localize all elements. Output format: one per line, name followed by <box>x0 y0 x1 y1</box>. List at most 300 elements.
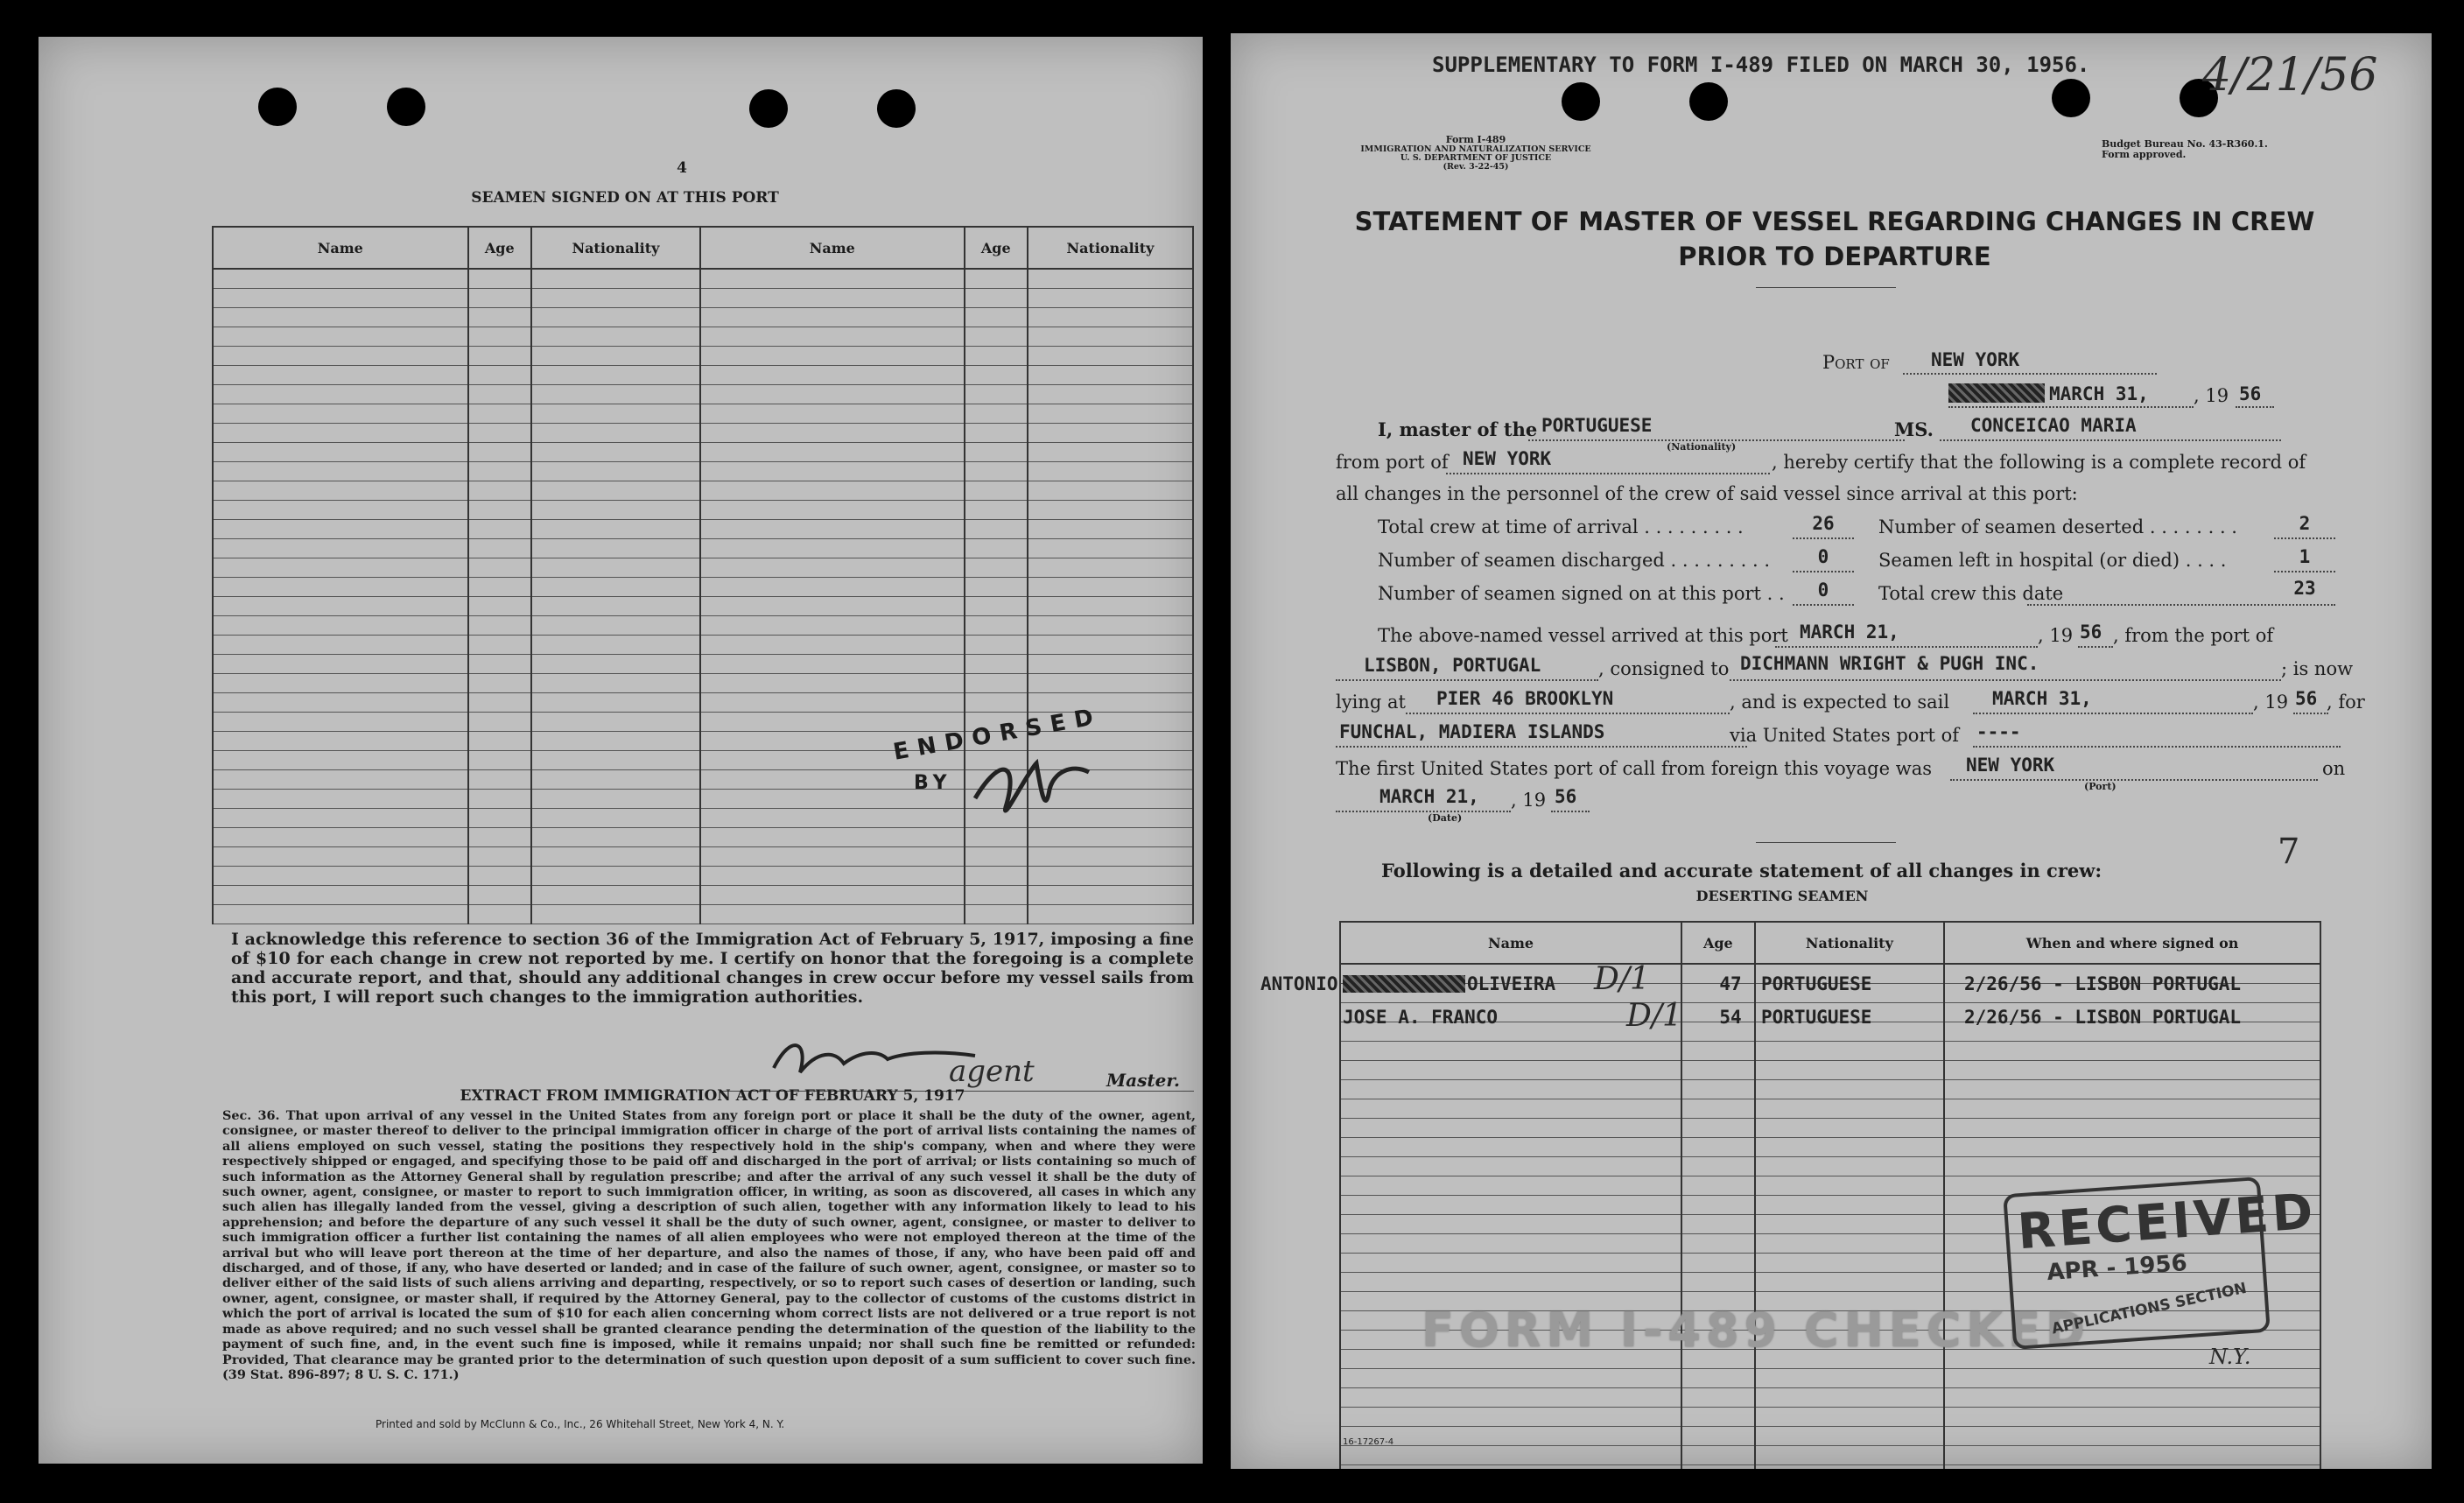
table-cell <box>965 655 1028 674</box>
table-cell <box>468 674 531 693</box>
table-row <box>213 905 1193 924</box>
table-cell <box>531 424 700 443</box>
table-row <box>1340 1369 2320 1388</box>
table-cell <box>213 867 468 886</box>
table-cell <box>531 501 700 520</box>
table-cell <box>1028 693 1193 713</box>
table-header-row <box>213 227 1193 269</box>
table-row <box>1340 1408 2320 1427</box>
table-cell <box>213 385 468 404</box>
table-cell <box>468 501 531 520</box>
table-cell <box>213 327 468 347</box>
footer-code: 16-17267-4 <box>1343 1437 1394 1447</box>
via-label: via United States port of <box>1730 725 1960 746</box>
table-row <box>213 578 1193 597</box>
table-cell <box>531 481 700 501</box>
table-cell <box>965 597 1028 616</box>
table-cell <box>468 713 531 732</box>
deserting-header-age: Age <box>1681 922 1754 964</box>
table-cell <box>213 366 468 385</box>
table-row <box>213 404 1193 424</box>
table-cell <box>531 886 700 905</box>
table-cell <box>1340 1157 1681 1176</box>
table-cell <box>1028 327 1193 347</box>
table-cell <box>1681 1080 1754 1099</box>
header-nationality: Nationality <box>531 227 700 269</box>
master-of-label: I, master of the <box>1378 418 1538 440</box>
table-cell <box>1755 1099 1945 1119</box>
table-cell <box>468 809 531 828</box>
table-cell <box>700 616 965 636</box>
table-cell <box>700 424 965 443</box>
redacted-date-prefix <box>1948 383 2045 403</box>
table-cell <box>1755 1215 1945 1234</box>
table-cell <box>213 828 468 847</box>
table-cell <box>213 501 468 520</box>
table-cell <box>1028 385 1193 404</box>
table-cell <box>1681 1465 1754 1470</box>
table-cell <box>965 424 1028 443</box>
table-cell <box>468 327 531 347</box>
table-cell <box>700 443 965 462</box>
stat-signed-on-label: Number of seamen signed on at this port . . <box>1378 583 1785 604</box>
table-cell <box>965 462 1028 481</box>
header-name: Name <box>700 227 965 269</box>
stat-total-crew-date-value: 23 <box>2293 578 2316 599</box>
stat-discharged-value: 0 <box>1817 546 1829 567</box>
port-of-value: NEW YORK <box>1931 349 2020 370</box>
deserter-mark: D/1 <box>1626 998 1682 1034</box>
all-changes-text: all changes in the personnel of the crew of said vessel since arrival at this port: <box>1336 483 2078 504</box>
table-row <box>1340 1119 2320 1138</box>
table-cell <box>468 655 531 674</box>
table-cell <box>1681 1119 1754 1138</box>
revision-date: (Rev. 3-22-45) <box>1443 162 1509 172</box>
arrived-value: MARCH 21, <box>1800 622 1899 643</box>
table-cell <box>531 462 700 481</box>
stat-total-crew-arrival-label: Total crew at time of arrival . . . . . . . . . <box>1378 516 1744 537</box>
table-cell <box>1944 1080 2320 1099</box>
table-cell <box>531 751 700 770</box>
date-caption: (Date) <box>1428 812 1463 824</box>
table-cell <box>468 308 531 327</box>
first-date-value: MARCH 21, <box>1379 786 1479 807</box>
sail-value: MARCH 31, <box>1992 688 2092 709</box>
table-cell <box>700 693 965 713</box>
table-cell <box>213 558 468 578</box>
stat-deserted-label: Number of seamen deserted . . . . . . . . <box>1878 516 2237 537</box>
table-cell <box>1681 1157 1754 1176</box>
stat-total-crew-date-label: Total crew this date <box>1878 583 2064 604</box>
table-cell <box>700 520 965 539</box>
table-cell <box>468 636 531 655</box>
deserter-mark: D/1 <box>1594 961 1650 997</box>
table-cell <box>531 539 700 558</box>
deserting-title: DESERTING SEAMEN <box>1695 888 1869 904</box>
divider-rule <box>1756 842 1896 843</box>
table-cell <box>1755 1042 1945 1061</box>
table-cell <box>1944 1042 2320 1061</box>
table-cell <box>213 770 468 790</box>
table-cell <box>1340 1234 1681 1254</box>
from-port-label: from port of <box>1336 452 1449 473</box>
table-cell <box>700 905 965 924</box>
table-cell <box>965 385 1028 404</box>
on-label: on <box>2322 758 2346 779</box>
table-cell <box>965 443 1028 462</box>
table-cell <box>468 693 531 713</box>
header-age: Age <box>965 227 1028 269</box>
table-cell <box>700 404 965 424</box>
table-cell <box>700 578 965 597</box>
table-cell <box>468 269 531 289</box>
table-cell <box>1755 1465 1945 1470</box>
table-cell <box>468 385 531 404</box>
punch-hole <box>749 89 788 128</box>
redacted-name <box>1343 975 1465 993</box>
lying-at-label: lying at <box>1336 692 1406 713</box>
table-cell <box>531 443 700 462</box>
table-cell <box>468 404 531 424</box>
table-row <box>1340 1138 2320 1157</box>
table-cell <box>531 385 700 404</box>
table-cell <box>468 520 531 539</box>
table-cell <box>1028 616 1193 636</box>
arrived-label: The above-named vessel arrived at this port <box>1378 625 1788 646</box>
port-caption: (Port) <box>2084 781 2117 792</box>
table-cell <box>213 308 468 327</box>
table-cell <box>965 867 1028 886</box>
endorsed-stamp: ENDORSED <box>891 703 1105 766</box>
table-cell <box>965 693 1028 713</box>
deserter-signed-on: 2/26/56 - LISBON PORTUGAL <box>1964 1007 2242 1028</box>
table-cell <box>1755 1080 1945 1099</box>
table-cell <box>1944 1446 2320 1465</box>
table-cell <box>468 289 531 308</box>
table-cell <box>965 269 1028 289</box>
stamp-initials: N.Y. <box>2209 1345 2251 1369</box>
table-cell <box>213 289 468 308</box>
table-cell <box>1681 1176 1754 1196</box>
via-value: ---- <box>1976 721 2021 742</box>
table-cell <box>1028 347 1193 366</box>
deserter-name: JOSE A. FRANCO <box>1343 1007 1499 1028</box>
table-cell <box>213 732 468 751</box>
table-cell <box>700 828 965 847</box>
consigned-value: DICHMANN WRIGHT & PUGH INC. <box>1740 653 2039 674</box>
table-cell <box>1340 1273 1681 1292</box>
table-cell <box>1681 1196 1754 1215</box>
deserting-header-row <box>1340 922 2320 964</box>
table-cell <box>700 886 965 905</box>
table-cell <box>531 655 700 674</box>
table-cell <box>531 269 700 289</box>
table-cell <box>1028 539 1193 558</box>
first-year: 56 <box>1555 786 1577 807</box>
table-cell <box>468 597 531 616</box>
table-cell <box>1028 366 1193 385</box>
table-cell <box>1340 1138 1681 1157</box>
table-cell <box>700 636 965 655</box>
nationality-caption: (Nationality) <box>1667 441 1737 453</box>
table-cell <box>1755 1176 1945 1196</box>
table-cell <box>700 713 965 732</box>
table-cell <box>965 481 1028 501</box>
table-cell <box>213 905 468 924</box>
table-cell <box>1681 1369 1754 1388</box>
table-cell <box>531 693 700 713</box>
table-cell <box>1028 424 1193 443</box>
endorsed-signature <box>966 737 1098 842</box>
table-cell <box>1944 1408 2320 1427</box>
table-cell <box>213 636 468 655</box>
table-cell <box>1028 501 1193 520</box>
table-cell <box>531 347 700 366</box>
certify-text: , hereby certify that the following is a complete record of <box>1772 452 2306 473</box>
table-row <box>213 597 1193 616</box>
table-cell <box>1755 1196 1945 1215</box>
table-row <box>213 308 1193 327</box>
table-cell <box>1755 1388 1945 1408</box>
table-cell <box>965 616 1028 636</box>
table-cell <box>1944 1099 2320 1119</box>
table-row <box>213 269 1193 289</box>
nationality-value: PORTUGUESE <box>1541 415 1653 436</box>
table-cell <box>468 770 531 790</box>
table-cell <box>213 693 468 713</box>
table-row <box>213 867 1193 886</box>
vessel-name: CONCEICAO MARIA <box>1970 415 2137 436</box>
expected-label: , and is expected to sail <box>1730 692 1950 713</box>
for-label: , for <box>2327 692 2365 713</box>
table-cell <box>468 847 531 867</box>
table-cell <box>1340 1465 1681 1470</box>
consigned-label: , consigned to <box>1598 658 1730 679</box>
table-cell <box>1028 481 1193 501</box>
table-row <box>213 616 1193 636</box>
table-cell <box>531 674 700 693</box>
table-cell <box>1681 1273 1754 1292</box>
table-cell <box>1340 1388 1681 1408</box>
is-now-text: ; is now <box>2281 658 2354 679</box>
punch-hole <box>387 88 425 126</box>
table-cell <box>468 828 531 847</box>
handwritten-date: 4/21/56 <box>2202 49 2378 102</box>
table-cell <box>531 616 700 636</box>
table-cell <box>700 347 965 366</box>
table-cell <box>531 636 700 655</box>
stat-discharged-label: Number of seamen discharged . . . . . . . . . <box>1378 550 1771 571</box>
first-port-label: The first United States port of call from foreign this voyage was <box>1336 758 1933 779</box>
table-row <box>1340 1080 2320 1099</box>
table-cell <box>531 578 700 597</box>
table-cell <box>1028 847 1193 867</box>
acknowledgment-text: I acknowledge this reference to section 36 of the Immigration Act of February 5, 1917, imposing a fine of $10 for each change in crew not reported by me. I certify on honor that the foregoing is a complete and accurate report, and that, should any additional changes in crew occur before my vessel sails from this port, I will report such changes to the immigration authorities. <box>231 930 1194 1007</box>
table-cell <box>531 847 700 867</box>
header-nationality: Nationality <box>1028 227 1193 269</box>
table-cell <box>700 462 965 481</box>
table-cell <box>1755 1427 1945 1446</box>
table-cell <box>965 520 1028 539</box>
table-cell <box>1028 308 1193 327</box>
arrived-year: 56 <box>2080 622 2102 643</box>
table-cell <box>1340 1119 1681 1138</box>
checked-stamp: FORM I-489 CHECKED <box>1422 1303 2090 1358</box>
table-cell <box>531 828 700 847</box>
table-cell <box>468 347 531 366</box>
supplementary-note: SUPPLEMENTARY TO FORM I-489 FILED ON MARCH 30, 1956. <box>1432 53 2090 77</box>
table-cell <box>1028 636 1193 655</box>
table-row <box>1340 1465 2320 1470</box>
table-cell <box>1340 1408 1681 1427</box>
table-cell <box>468 539 531 558</box>
date-year-prefix: , 19 <box>2194 385 2229 406</box>
table-cell <box>531 308 700 327</box>
table-cell <box>1755 1273 1945 1292</box>
table-cell <box>965 327 1028 347</box>
table-cell <box>1944 1138 2320 1157</box>
table-cell <box>1028 443 1193 462</box>
table-cell <box>965 289 1028 308</box>
header-name: Name <box>213 227 468 269</box>
table-cell <box>1028 578 1193 597</box>
table-cell <box>700 655 965 674</box>
table-cell <box>213 616 468 636</box>
table-cell <box>1681 1099 1754 1119</box>
table-cell <box>1340 1176 1681 1196</box>
table-cell <box>1681 1427 1754 1446</box>
table-cell <box>1944 1119 2320 1138</box>
table-row <box>1340 1042 2320 1061</box>
table-cell <box>468 424 531 443</box>
table-cell <box>531 327 700 347</box>
table-cell <box>1681 1446 1754 1465</box>
table-cell <box>213 424 468 443</box>
table-row <box>213 558 1193 578</box>
table-row <box>1340 1388 2320 1408</box>
table-cell <box>965 578 1028 597</box>
table-cell <box>1755 1446 1945 1465</box>
punch-hole <box>1562 82 1600 121</box>
table-cell <box>213 713 468 732</box>
table-cell <box>700 809 965 828</box>
agency-line-2: U. S. DEPARTMENT OF JUSTICE <box>1400 153 1552 163</box>
table-cell <box>1340 1369 1681 1388</box>
table-cell <box>1028 520 1193 539</box>
extract-text: Sec. 36. That upon arrival of any vessel in the United States from any foreign port or place it shall be the duty of the owner, agent, consignee, or master thereof to deliver to the principal immigration officer in charge of the port of arrival lists containing the names of all aliens employed on such vessel, stating the positions they respectively hold in the ship's company, when and where they were respectively shipped or engaged, and specifying those to be paid off and discharged in the port of arrival; or lists containing so much of such information as the Attorney General shall by regulation prescribe; and after the arrival of any such vessel it shall be the duty of such owner, agent, consignee, or master to report to such immigration officer, in writing, as soon as discovered, all cases in which any such alien has illegally landed from the vessel, giving a description of such alien, together with any information likely to lead to his apprehension; and before the departure of any such vessel it shall be the duty of such owner, agent, consignee, or master to deliver to such immigration officer a further list containing the names of all alien employees who were not employed thereon at the time of the arrival but who will leave port thereon at the time of her departure, and also the names of those, if any, who have been paid off and discharged, and of those, if any, who have deserted or landed; and in case of the failure of such owner, agent, consignee, or master so to deliver either of the said lists of such aliens arriving and departing, respectively, or so to report such cases of desertion or landing, such owner, agent, consignee, or master shall, if required by the Attorney General, pay to the collector of customs of the customs district in which the port of arrival is located the sum of $10 for each alien concerning whom correct lists are not delivered or a true report is not made as above required; and no such vessel shall be granted clearance pending the determination of the question of the liability to the payment of such fine, and, in the event such fine is imposed, while it remains unpaid; nor shall such fine be remitted or refunded: Provided, That clearance may be granted prior to the determination of such question upon deposit of a sum sufficient to cover such fine. (39 Stat. 896-897; 8 U. S. C. 171.) <box>222 1108 1196 1382</box>
lying-at-value: PIER 46 BROOKLYN <box>1436 688 1614 709</box>
received-date: APR - 1956 <box>2046 1250 2188 1287</box>
table-row <box>1340 1427 2320 1446</box>
punch-hole <box>258 88 297 126</box>
table-cell <box>700 597 965 616</box>
deserter-name-prefix: ANTONIO <box>1260 973 1338 994</box>
table-cell <box>213 655 468 674</box>
port-of-label: Port of <box>1822 352 1890 373</box>
table-cell <box>468 481 531 501</box>
table-cell <box>1028 289 1193 308</box>
table-cell <box>965 558 1028 578</box>
table-cell <box>1755 1138 1945 1157</box>
header-age: Age <box>468 227 531 269</box>
table-cell <box>1944 1427 2320 1446</box>
table-cell <box>965 501 1028 520</box>
table-cell <box>700 269 965 289</box>
table-row <box>1340 1099 2320 1119</box>
origin-value: LISBON, PORTUGAL <box>1364 655 1541 676</box>
table-cell <box>1681 1388 1754 1408</box>
table-cell <box>468 732 531 751</box>
table-cell <box>468 886 531 905</box>
table-row <box>1340 1157 2320 1176</box>
table-cell <box>468 616 531 636</box>
table-cell <box>531 770 700 790</box>
sail-year-prefix: , 19 <box>2253 692 2289 713</box>
table-cell <box>1028 905 1193 924</box>
table-cell <box>1340 1061 1681 1080</box>
table-cell <box>1028 558 1193 578</box>
table-cell <box>965 539 1028 558</box>
table-cell <box>531 404 700 424</box>
table-row <box>213 347 1193 366</box>
table-cell <box>1944 1388 2320 1408</box>
table-cell <box>213 790 468 809</box>
table-cell <box>1944 1061 2320 1080</box>
table-cell <box>213 809 468 828</box>
table-cell <box>1944 1157 2320 1176</box>
table-cell <box>531 809 700 828</box>
table-cell <box>700 481 965 501</box>
table-cell <box>213 481 468 501</box>
table-row <box>213 886 1193 905</box>
table-row <box>213 366 1193 385</box>
table-cell <box>531 366 700 385</box>
table-row <box>213 693 1193 713</box>
table-cell <box>1755 1157 1945 1176</box>
table-row <box>213 847 1193 867</box>
budget-bureau-no: Budget Bureau No. 43-R360.1. <box>2102 138 2268 150</box>
table-row <box>213 655 1193 674</box>
table-cell <box>965 308 1028 327</box>
stat-hospital-label: Seamen left in hospital (or died) . . . . <box>1878 550 2227 571</box>
table-row <box>213 674 1193 693</box>
table-cell <box>531 558 700 578</box>
table-cell <box>213 674 468 693</box>
received-stamp <box>2003 1176 2319 1350</box>
table-row <box>1340 1446 2320 1465</box>
table-cell <box>531 790 700 809</box>
agency-line-1: IMMIGRATION AND NATURALIZATION SERVICE <box>1360 144 1591 154</box>
table-cell <box>213 539 468 558</box>
table-cell <box>213 597 468 616</box>
table-cell <box>965 404 1028 424</box>
extract-title: EXTRACT FROM IMMIGRATION ACT OF FEBRUARY 5, 1917 <box>460 1087 965 1105</box>
left-page <box>39 37 1203 1464</box>
table-cell <box>1340 1254 1681 1273</box>
table-cell <box>1340 1099 1681 1119</box>
right-page <box>1231 33 2432 1469</box>
table-cell <box>1028 269 1193 289</box>
applications-section: APPLICATIONS SECTION <box>2050 1279 2249 1338</box>
stat-total-crew-arrival-value: 26 <box>1812 513 1835 534</box>
destination-value: FUNCHAL, MADIERA ISLANDS <box>1339 721 1605 742</box>
first-port-value: NEW YORK <box>1966 755 2055 776</box>
table-cell <box>965 347 1028 366</box>
table-cell <box>965 847 1028 867</box>
table-cell <box>965 366 1028 385</box>
table-row <box>213 424 1193 443</box>
table-cell <box>965 886 1028 905</box>
